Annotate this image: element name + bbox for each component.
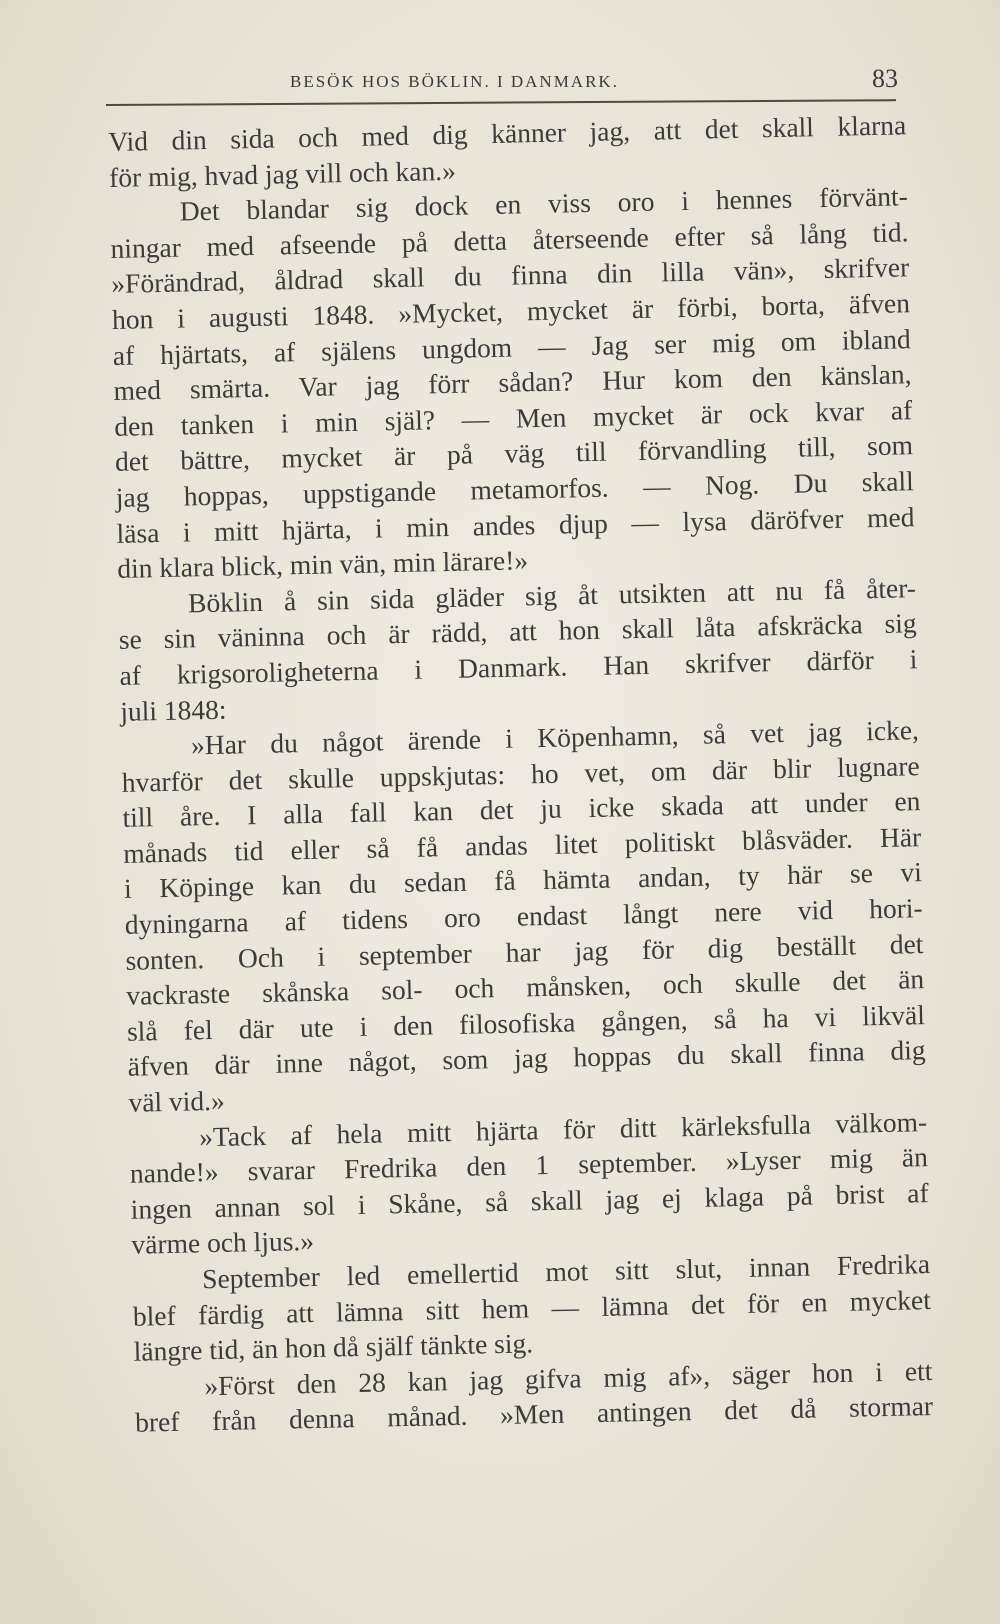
text-line: af hjärtats, af själens ungdom — Jag ser mig om ibland [112,322,911,371]
running-head [110,64,900,104]
text-line: vackraste skånska sol- och månsken, och skulle det än [125,963,925,1012]
text-line: ningar med afseende på detta återseende efter så lång tid. [110,216,909,264]
text-line: värme och ljus.» [131,1225,315,1261]
text-line: äfven där inne något, som jag hoppas du skall finna dig [127,1034,926,1083]
text-line: se sin väninna och är rädd, att hon skall låta afskräcka sig [118,607,917,656]
text-line: slå fel där ute i den filosofiska gången, så ha vi likväl [126,998,926,1047]
text-line: jag hoppas, uppstigande metamorfos. — Nog. Du skall [115,465,914,513]
text-line: »Tack af hela mitt hjärta för ditt kärleksfulla välkom- [198,1105,928,1152]
text-line: September led emellertid mot sitt slut, innan Fredrika [201,1248,931,1295]
running-title: BESÖK HOS BÖKLIN. I DANMARK. [290,72,619,91]
text-line: till åre. I alla fall kan det ju icke skada att under en [122,785,921,834]
text-line: blef färdig att lämna sitt hem — lämna det för en mycket [132,1283,932,1332]
text-line: af krigsoroligheterna i Danmark. Han skrifver därför i [119,643,918,691]
text-line: Böklin å sin sida gläder sig åt utsikten att nu få åter- [187,571,917,619]
text-line: den tanken i min själ? — Men mycket är ock kvar af [114,393,913,442]
text-line: hvarför det skulle uppskjutas: ho vet, om där blir lugnare [121,749,920,798]
text-line: sonten. Och i september har jag för dig beställt det [125,927,924,976]
text-line: nande!» svarar Fredrika den 1 september. »Lyser mig än [129,1141,929,1189]
text-line: hon i augusti 1848. »Mycket, mycket är förbi, borta, äfven [111,287,911,335]
text-line: för mig, hvad jag vill och kan.» [108,154,457,193]
page-number: 83 [872,64,898,93]
text-line: väl vid.» [128,1084,226,1118]
text-line: med smärta. Var jag förr sådan? Hur kom den känslan, [113,358,912,407]
text-line: ingen annan sol i Skåne, så skall jag ej klaga på brist af [130,1176,929,1225]
text-line: dyningarna af tidens oro endast långt nere vid hori- [124,892,923,940]
text-line: din klara blick, min vän, min lärare!» [116,544,529,585]
text-line: i Köpinge kan du sedan få hämta andan, ty här se vi [123,856,923,905]
text-line: läsa i mitt hjärta, i min andes djup — lysa däröfver med [116,500,915,549]
text-line: juli 1848: [119,693,227,727]
text-line: »Först den 28 kan jag gifva mig af», säger hon i ett [204,1354,933,1402]
body-text [108,107,933,1440]
text-line: Vid din sida och med dig känner jag, att det skall klarna [108,109,907,157]
text-line: »Förändrad, åldrad skall du finna din lilla vän», skrifver [111,251,910,300]
text-line: månads tid eller så få andas litet politiskt blåsväder. Här [122,821,922,869]
text-line: Det blandar sig dock en viss oro i hennes förvänt- [179,180,909,227]
text-line: bref från denna månad. »Men antingen det då stormar [134,1390,934,1439]
text-line: det bättre, mycket är på väg till förvandling till, som [114,429,914,478]
text-line: längre tid, än hon då själf tänkte sig. [133,1327,534,1367]
text-line: »Har du något ärende i Köpenhamn, så vet jag icke, [190,714,920,761]
